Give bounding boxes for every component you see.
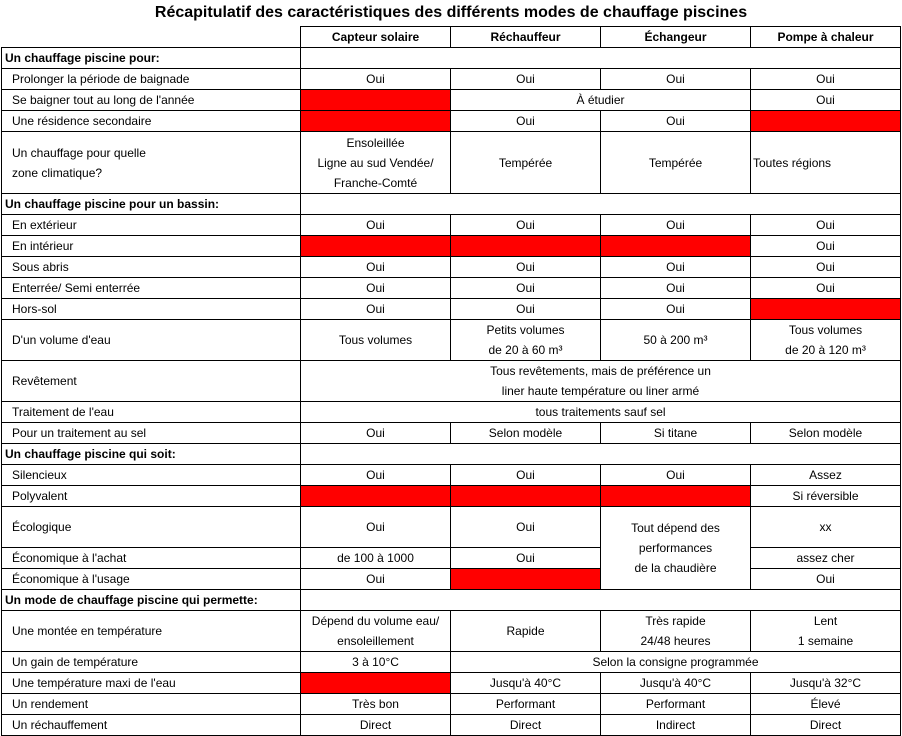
- table-row: [2, 69, 901, 90]
- cell-value: Oui: [301, 257, 451, 278]
- cell-value: 50 à 200 m³: [601, 320, 751, 361]
- cell-value: Oui: [601, 69, 751, 90]
- page-title: Récapitulatif des caractéristiques des différents modes de chauffage piscines: [154, 4, 748, 21]
- table-row: [2, 361, 901, 402]
- table-row: [2, 278, 901, 299]
- cell-line: Franche-Comté: [333, 175, 418, 190]
- row-label-line: zone climatique?: [12, 165, 103, 180]
- unavailable-cell: [751, 111, 901, 132]
- cell-line: performances: [638, 541, 713, 555]
- section-qui-permette: Un mode de chauffage piscine qui permette:: [2, 590, 301, 611]
- cell-value: Oui: [301, 423, 451, 444]
- table-row: [2, 715, 901, 736]
- cell-value: Si réversible: [751, 486, 901, 507]
- cell-line: Dépend du volume eau/: [311, 614, 440, 628]
- row-label: Prolonger la période de baignade: [2, 69, 301, 90]
- cell-value: Performant: [601, 694, 751, 715]
- unavailable-cell: [751, 299, 901, 320]
- section-row: [2, 48, 901, 69]
- cell-value: tous traitements sauf sel: [301, 402, 901, 423]
- cell-value: Oui: [451, 548, 601, 569]
- cell-line: Très rapide: [645, 614, 706, 628]
- cell-value: Tempérée: [451, 132, 601, 194]
- header-rechauffeur: Réchauffeur: [451, 27, 601, 48]
- unavailable-cell: [601, 486, 751, 507]
- row-label: [2, 132, 301, 194]
- cell-value: Élevé: [751, 694, 901, 715]
- cell-value: Assez: [751, 465, 901, 486]
- cell-value: Oui: [751, 236, 901, 257]
- cell-value: [301, 132, 451, 194]
- cell-line: Tous revêtements, mais de préférence un: [490, 364, 711, 378]
- cell-value: Oui: [451, 111, 601, 132]
- cell-line: Tout dépend des: [631, 521, 720, 535]
- cell-value: Oui: [301, 299, 451, 320]
- cell-line: Ligne au sud Vendée/: [317, 155, 434, 170]
- cell-line: Ensoleillée: [346, 135, 405, 150]
- row-label: Sous abris: [2, 257, 301, 278]
- cell-value: Oui: [601, 465, 751, 486]
- cell-value: Jusqu'à 40°C: [601, 673, 751, 694]
- row-label: Revêtement: [2, 361, 301, 402]
- cell-value: Toutes régions: [751, 132, 901, 194]
- cell-value: Oui: [451, 257, 601, 278]
- section-filler: [301, 444, 901, 465]
- cell-value: de 100 à 1000: [301, 548, 451, 569]
- cell-value: Oui: [301, 215, 451, 236]
- unavailable-cell: [301, 236, 451, 257]
- cell-line: ensoleillement: [337, 634, 414, 648]
- row-label: Un gain de température: [2, 652, 301, 673]
- section-row: [2, 444, 901, 465]
- row-label: Une résidence secondaire: [2, 111, 301, 132]
- cell-value: [751, 320, 901, 361]
- cell-value: Si titane: [601, 423, 751, 444]
- table-row: [2, 423, 901, 444]
- section-row: [2, 194, 901, 215]
- cell-value: [751, 611, 901, 652]
- section-bassin: Un chauffage piscine pour un bassin:: [2, 194, 301, 215]
- cell-value: Oui: [301, 278, 451, 299]
- unavailable-cell: [301, 486, 451, 507]
- section-filler: [301, 48, 901, 69]
- table-row: [2, 465, 901, 486]
- table-row: [2, 299, 901, 320]
- cell-value: Oui: [751, 257, 901, 278]
- cell-value: Direct: [451, 715, 601, 736]
- cell-line: de 20 à 60 m³: [488, 343, 563, 357]
- cell-value: Selon modèle: [451, 423, 601, 444]
- cell-value: Jusqu'à 32°C: [751, 673, 901, 694]
- cell-value: Oui: [601, 215, 751, 236]
- row-label: Enterrée/ Semi enterrée: [2, 278, 301, 299]
- cell-value: Tous volumes: [301, 320, 451, 361]
- cell-value: Oui: [451, 507, 601, 548]
- cell-value: Oui: [751, 278, 901, 299]
- section-pour: Un chauffage piscine pour:: [2, 48, 301, 69]
- cell-line: Petits volumes: [486, 323, 565, 337]
- cell-value: Direct: [301, 715, 451, 736]
- cell-value: Oui: [751, 569, 901, 590]
- cell-value: Oui: [301, 69, 451, 90]
- table-row: [2, 486, 901, 507]
- section-filler: [301, 590, 901, 611]
- row-label: Pour un traitement au sel: [2, 423, 301, 444]
- header-echangeur: Échangeur: [601, 27, 751, 48]
- cell-value: À étudier: [451, 90, 751, 111]
- heating-comparison-table: [1, 26, 901, 736]
- cell-value: Oui: [301, 569, 451, 590]
- cell-value: Rapide: [451, 611, 601, 652]
- row-label: Une montée en température: [2, 611, 301, 652]
- unavailable-cell: [301, 673, 451, 694]
- cell-value: Oui: [751, 215, 901, 236]
- table-row: [2, 694, 901, 715]
- cell-value: Tempérée: [601, 132, 751, 194]
- row-label: Économique à l'usage: [2, 569, 301, 590]
- section-filler: [301, 194, 901, 215]
- section-row: [2, 590, 901, 611]
- unavailable-cell: [301, 111, 451, 132]
- row-label-line: Un chauffage pour quelle: [12, 145, 146, 160]
- row-label: D'un volume d'eau: [2, 320, 301, 361]
- cell-value: Performant: [451, 694, 601, 715]
- cell-value: Oui: [601, 278, 751, 299]
- cell-value: Direct: [751, 715, 901, 736]
- cell-value: Oui: [451, 69, 601, 90]
- cell-value: Oui: [451, 465, 601, 486]
- table-row: [2, 215, 901, 236]
- section-qui-soit: Un chauffage piscine qui soit:: [2, 444, 301, 465]
- unavailable-cell: [451, 236, 601, 257]
- unavailable-cell: [451, 569, 601, 590]
- cell-value: Oui: [451, 278, 601, 299]
- cell-value: xx: [751, 507, 901, 548]
- row-label: Traitement de l'eau: [2, 402, 301, 423]
- cell-value: Selon modèle: [751, 423, 901, 444]
- cell-line: de 20 à 120 m³: [785, 343, 866, 357]
- row-label: Écologique: [2, 507, 301, 548]
- cell-line: 1 semaine: [797, 634, 854, 648]
- header-capteur-solaire: Capteur solaire: [301, 27, 451, 48]
- row-label: Polyvalent: [2, 486, 301, 507]
- table-row: [2, 652, 901, 673]
- cell-value: Oui: [601, 257, 751, 278]
- cell-value: Oui: [601, 299, 751, 320]
- cell-line: liner haute température ou liner armé: [501, 384, 700, 398]
- row-label: Silencieux: [2, 465, 301, 486]
- unavailable-cell: [301, 90, 451, 111]
- cell-value: Oui: [751, 69, 901, 90]
- cell-value: Oui: [301, 465, 451, 486]
- row-label: En intérieur: [2, 236, 301, 257]
- table-row: [2, 673, 901, 694]
- cell-line: 24/48 heures: [640, 634, 711, 648]
- table-row: [2, 257, 901, 278]
- cell-line: Tous volumes: [788, 323, 863, 337]
- table-row: [2, 132, 901, 194]
- cell-value: Oui: [451, 299, 601, 320]
- cell-value: Oui: [451, 215, 601, 236]
- table-row: [2, 611, 901, 652]
- cell-value: [601, 611, 751, 652]
- cell-value: Selon la consigne programmée: [451, 652, 901, 673]
- header-row: [2, 27, 901, 48]
- cell-value: [601, 507, 751, 590]
- cell-line: Lent: [813, 614, 838, 628]
- cell-value: Jusqu'à 40°C: [451, 673, 601, 694]
- row-label: En extérieur: [2, 215, 301, 236]
- cell-line: de la chaudière: [634, 561, 717, 575]
- table-row: [2, 236, 901, 257]
- header-empty-cell: [2, 27, 301, 48]
- table-row: [2, 402, 901, 423]
- cell-value: [301, 361, 901, 402]
- cell-value: Oui: [601, 111, 751, 132]
- cell-value: Oui: [301, 507, 451, 548]
- cell-value: assez cher: [751, 548, 901, 569]
- unavailable-cell: [451, 486, 601, 507]
- cell-value: Oui: [751, 90, 901, 111]
- row-label: Un réchauffement: [2, 715, 301, 736]
- cell-value: [301, 611, 451, 652]
- row-label: Économique à l'achat: [2, 548, 301, 569]
- row-label: Une température maxi de l'eau: [2, 673, 301, 694]
- cell-value: 3 à 10°C: [301, 652, 451, 673]
- cell-value: Indirect: [601, 715, 751, 736]
- table-row: [2, 548, 901, 569]
- cell-value: Très bon: [301, 694, 451, 715]
- unavailable-cell: [601, 236, 751, 257]
- table-row: [2, 507, 901, 548]
- row-label: Hors-sol: [2, 299, 301, 320]
- cell-value: [451, 320, 601, 361]
- table-row: [2, 569, 901, 590]
- table-row: [2, 320, 901, 361]
- table-row: [2, 90, 901, 111]
- header-pompe-a-chaleur: Pompe à chaleur: [751, 27, 901, 48]
- row-label: Un rendement: [2, 694, 301, 715]
- table-row: [2, 111, 901, 132]
- row-label: Se baigner tout au long de l'année: [2, 90, 301, 111]
